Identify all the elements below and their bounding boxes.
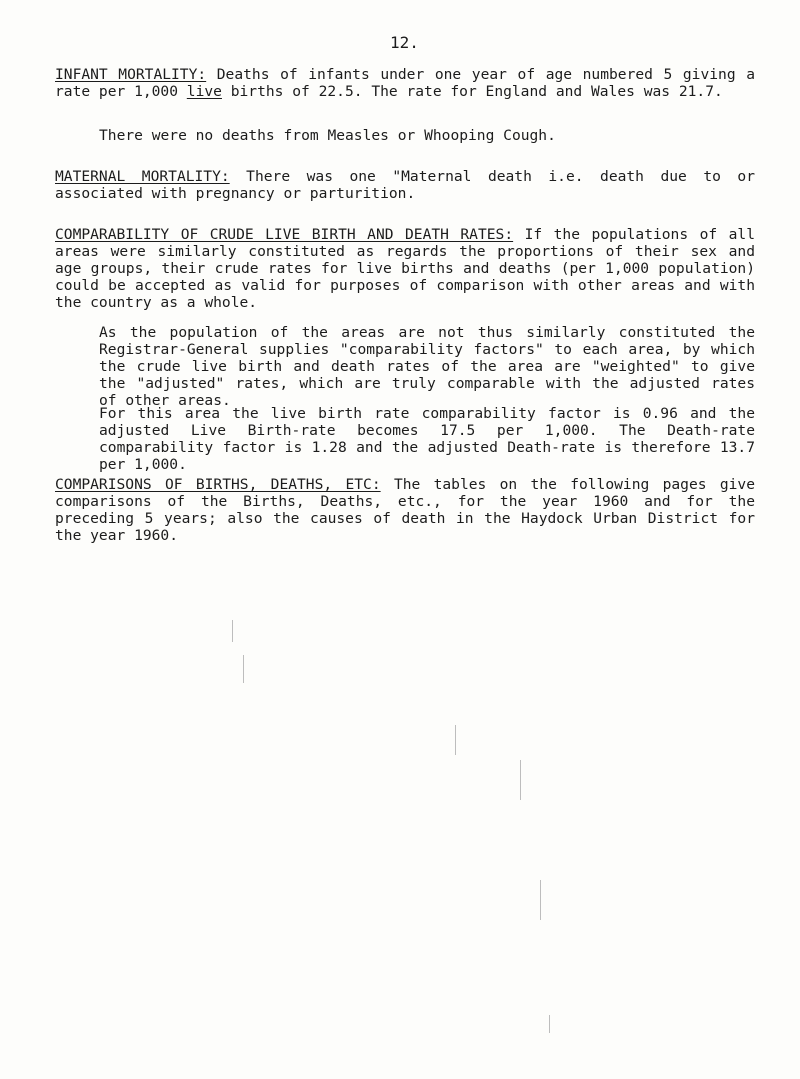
measles-text: There were no deaths from Measles or Whooping Cough.: [99, 127, 556, 144]
scan-speck: [455, 725, 456, 755]
comparability-heading: COMPARABILITY OF CRUDE LIVE BIRTH AND DEATH RATES:: [55, 226, 514, 243]
population-text: As the population of the areas are not thus similarly constituted the Registrar-General supplies "comparability factors" to each area, by which the crude live birth and death rates of the area are "weighted" to give the "adjusted" rates, which are truly comparable with the adjusted rates of other areas.: [99, 324, 755, 409]
infant-mortality-paragraph: [55, 66, 755, 100]
scan-speck: [232, 620, 233, 642]
infant-mortality-live: live: [186, 83, 222, 100]
infant-mortality-text-1: Deaths of infants under one year of age numbered 5 giving a rate per 1,000: [55, 66, 755, 100]
comparisons-text: The tables on the following pages give comparisons of the Births, Deaths, etc., for the year 1960 and for the preceding 5 years; also the causes of death in the Haydock Urban District for the year 1960.: [55, 476, 755, 544]
population-paragraph: [55, 324, 755, 409]
scan-speck: [243, 655, 244, 683]
comparisons-paragraph: [55, 476, 755, 544]
page-number: 12.: [390, 33, 419, 52]
maternal-mortality-paragraph: [55, 168, 755, 202]
factor-paragraph: [55, 405, 755, 473]
scan-speck: [540, 880, 541, 920]
comparisons-heading: COMPARISONS OF BIRTHS, DEATHS, ETC:: [55, 476, 381, 493]
factor-text: For this area the live birth rate comparability factor is 0.96 and the adjusted Live Birth-rate becomes 17.5 per 1,000. The Death-rate comparability factor is 1.28 and the adjusted Death-rate is therefore 13.7 per 1,000.: [99, 405, 755, 473]
scan-speck: [549, 1015, 550, 1033]
comparability-paragraph: [55, 226, 755, 311]
infant-mortality-heading: INFANT MORTALITY:: [55, 66, 207, 83]
maternal-mortality-heading: MATERNAL MORTALITY:: [55, 168, 230, 185]
scan-speck: [520, 760, 521, 800]
maternal-mortality-text: There was one "Maternal death i.e. death due to or associated with pregnancy or parturition.: [55, 168, 755, 202]
infant-mortality-text-2: births of 22.5. The rate for England and Wales was 21.7.: [221, 83, 723, 100]
comparability-text: If the populations of all areas were similarly constituted as regards the proportions of their sex and age groups, their crude rates for live births and deaths (per 1,000 population) could be accepted as valid for purposes of comparison with other areas and with the country as a whole.: [55, 226, 755, 311]
measles-paragraph: [55, 127, 799, 144]
